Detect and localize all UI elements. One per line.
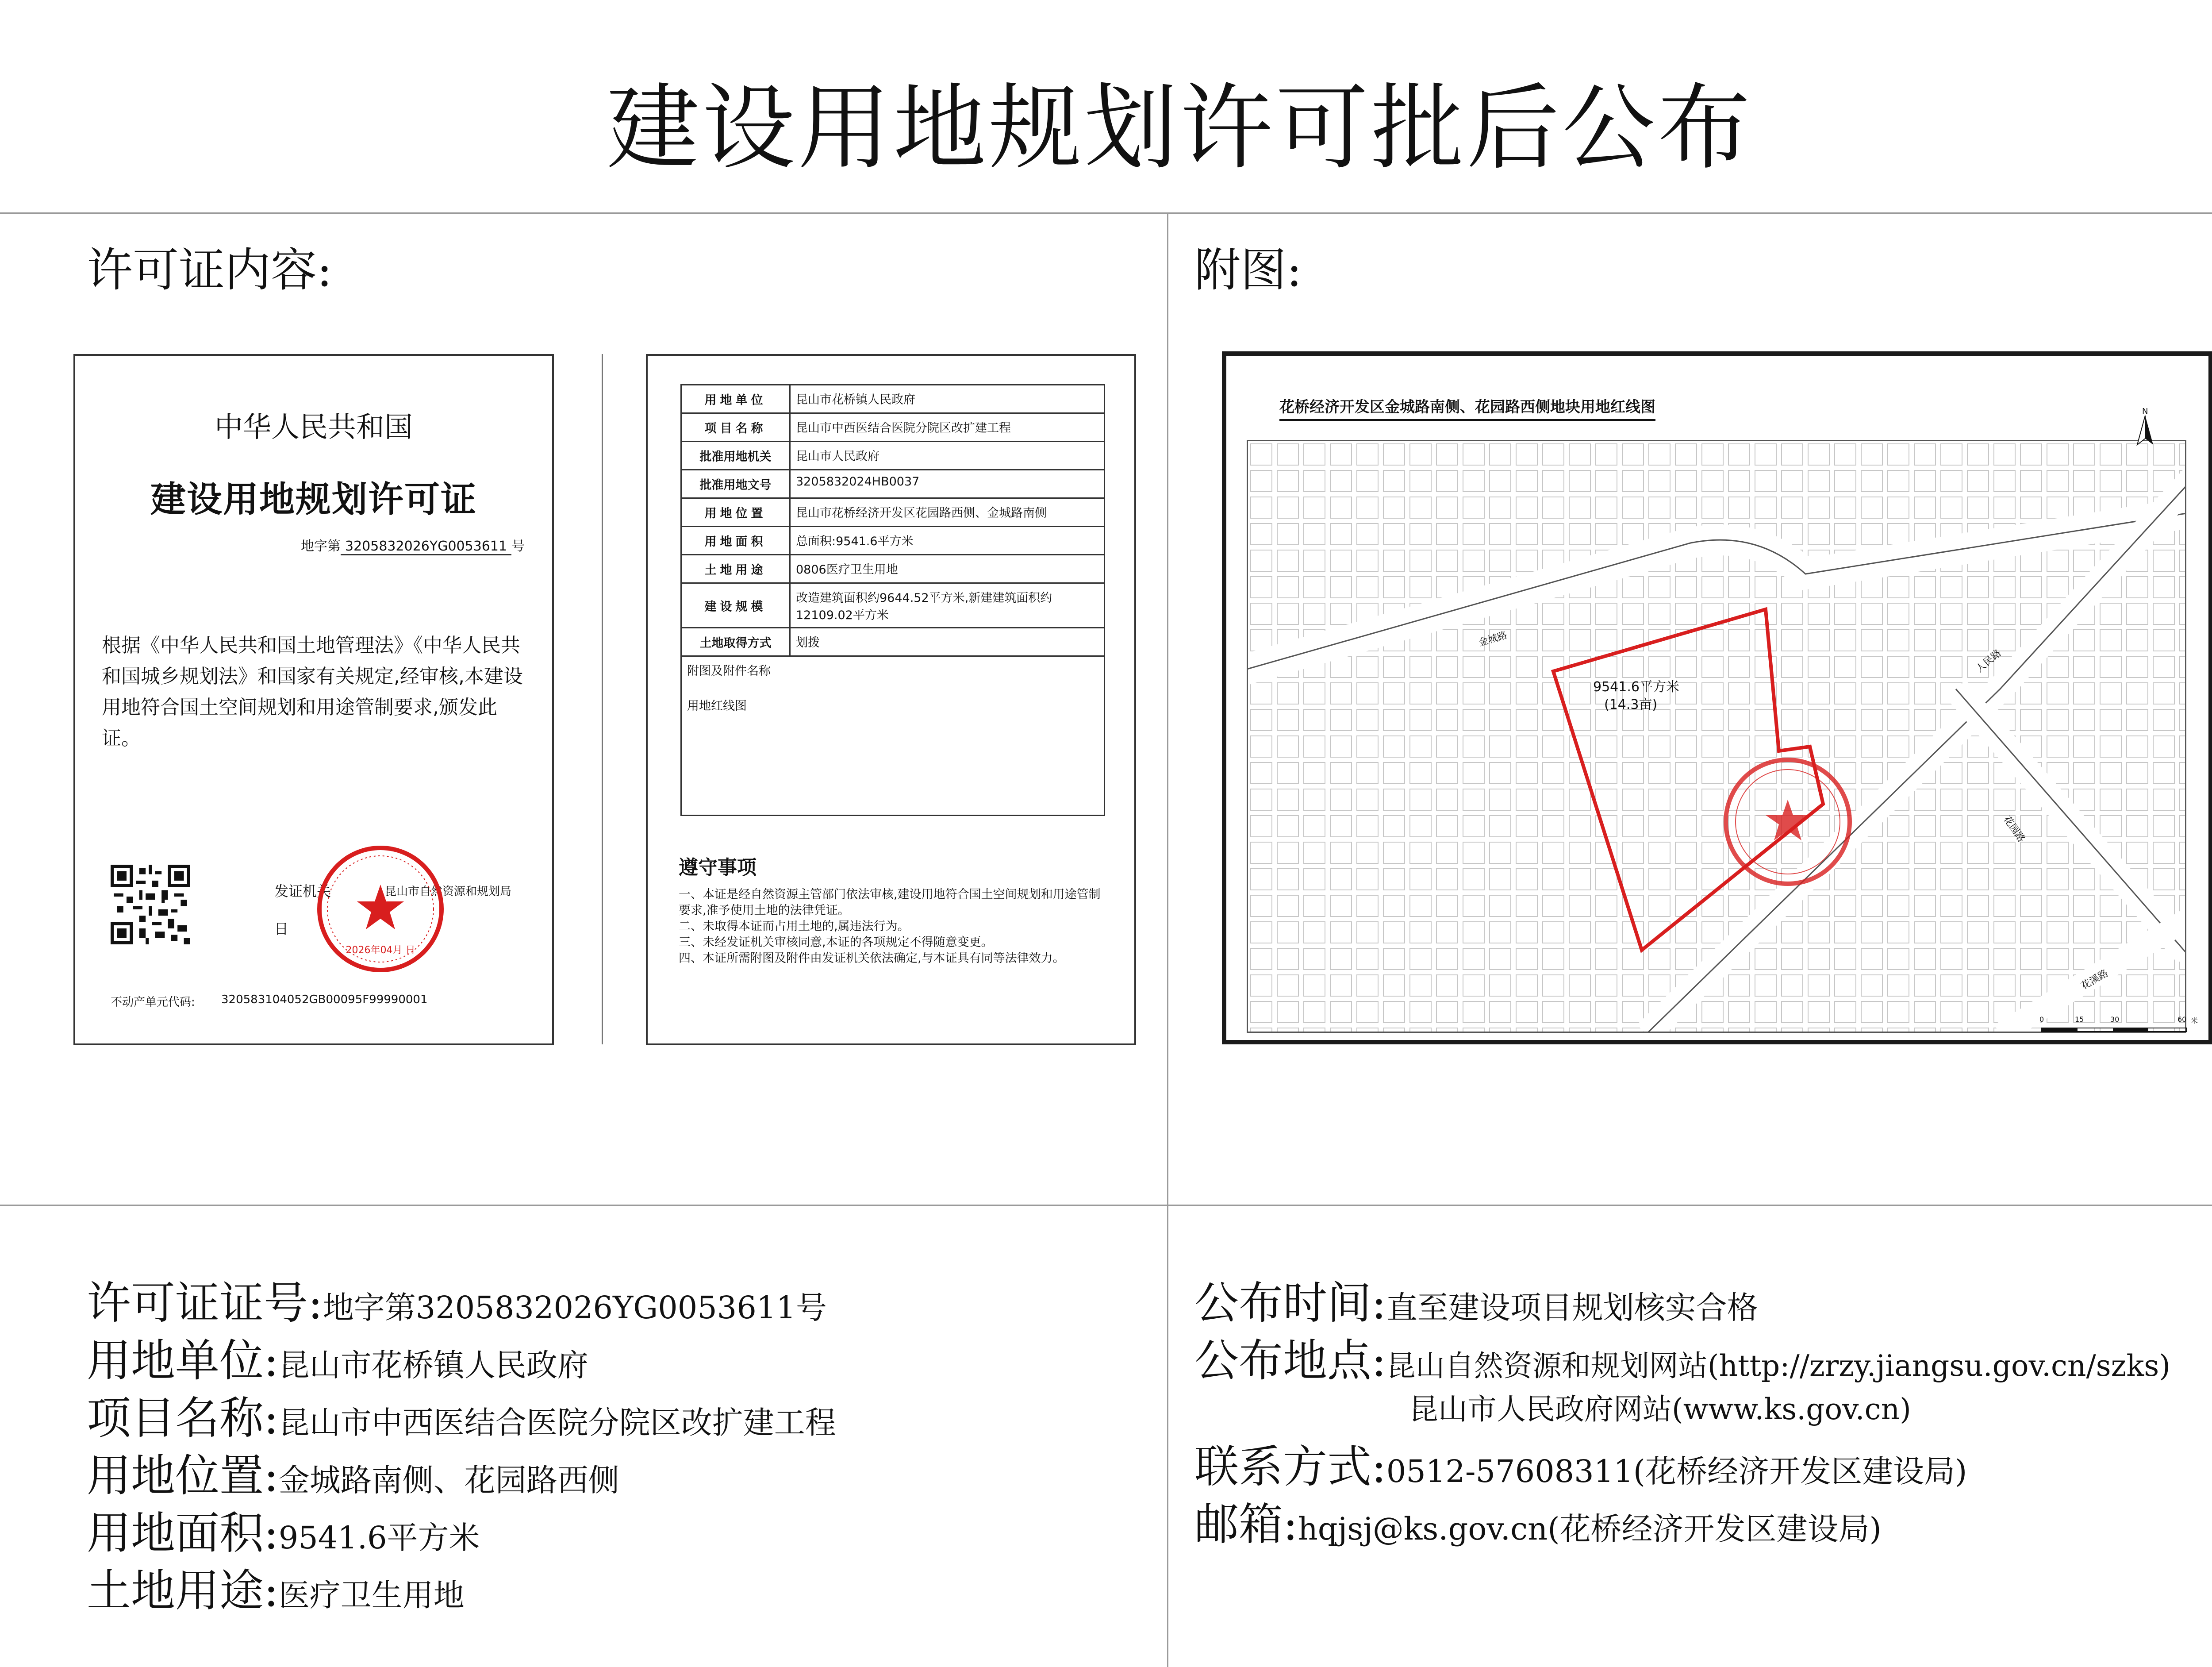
cert-table-label: 用地位置 (681, 498, 790, 527)
info-value: 金城路南侧、花园路西侧 (278, 1462, 619, 1498)
cert-table-value: 0806医疗卫生用地 (790, 555, 1105, 583)
area-label: 9541.6平方米 (1593, 679, 1679, 695)
certificate-body: 根据《中华人民共和国土地管理法》《中华人民共和国城乡规划法》和国家有关规定,经审核,本建设用地符合国土空间规划和用途管制要求,颁发此证。 (102, 634, 523, 750)
divider-middle (0, 1205, 2212, 1206)
info-value: 直至建设项目规划核实合格 (1386, 1290, 1758, 1326)
certificate-name: 建设用地规划许可证 (150, 479, 477, 520)
scale-unit: 米 (2191, 1016, 2198, 1025)
info-label: 用地位置: (87, 1450, 279, 1501)
cert-table-value: 总面积:9541.6平方米 (790, 527, 1105, 555)
cert-table-label: 土地用途 (681, 555, 790, 583)
info-value: 0512-57608311(花桥经济开发区建设局) (1386, 1453, 1967, 1490)
cert-table-value: 改造建筑面积约9644.52平方米,新建建筑面积约12109.02平方米 (790, 583, 1105, 628)
map-canvas (1247, 440, 2186, 1033)
cert-table-value: 昆山市花桥镇人民政府 (790, 385, 1105, 413)
issuer-label: 发证机关 (274, 883, 331, 900)
cert-table-label: 用地面积 (681, 527, 790, 555)
notice-list (679, 887, 1103, 966)
attachment-name: 用地红线图 (687, 699, 747, 713)
cert-table-label: 建设规模 (681, 583, 790, 628)
attachment-cell (681, 656, 1105, 816)
info-license-number (87, 1274, 827, 1336)
certificate-country: 中华人民共和国 (215, 411, 413, 444)
scale-bar (2041, 1028, 2187, 1032)
cert-table-label: 项目名称 (681, 413, 790, 442)
certificate-front (73, 354, 554, 1045)
notice-item: 三、未经发证机关审核同意,本证的各项规定不得随意变更。 (679, 936, 993, 949)
notice-item: 四、本证所需附图及附件由发证机关依法确定,与本证具有同等法律效力。 (679, 951, 1065, 965)
north-label: N (2142, 407, 2148, 416)
info-value: 医疗卫生用地 (278, 1577, 465, 1613)
cert-table-row (681, 498, 1105, 527)
certificate-number-prefix: 地字第 (301, 539, 341, 554)
info-value: 昆山市花桥镇人民政府 (278, 1347, 588, 1383)
cert-table-row (681, 442, 1105, 470)
info-value: 昆山市中西医结合医院分院区改扩建工程 (278, 1405, 836, 1441)
map-title: 花桥经济开发区金城路南侧、花园路西侧地块用地红线图 (1279, 395, 1655, 421)
cert-table-label: 批准用地文号 (681, 470, 790, 498)
scale-60: 60 (2177, 1015, 2187, 1024)
cert-table-value: 划拨 (790, 628, 1105, 656)
info-contact (1194, 1438, 1967, 1500)
road-label-jincheng: 金城路 (1477, 630, 1509, 649)
qr-code (111, 865, 190, 944)
cert-table-label: 用地单位 (681, 385, 790, 413)
cert-table-value: 昆山市花桥经济开发区花园路西侧、金城路南侧 (790, 498, 1105, 527)
info-project-name (87, 1390, 836, 1451)
info-publish-time (1194, 1274, 1758, 1336)
info-land-use (87, 1562, 465, 1624)
property-code: 320583104052GB00095F99990001 (221, 993, 428, 1006)
info-label: 联系方式: (1194, 1441, 1386, 1493)
cert-table-row (681, 555, 1105, 583)
info-email (1194, 1496, 1882, 1558)
certificate-back (646, 354, 1136, 1045)
north-arrow-icon (2135, 416, 2155, 447)
attachment-heading: 附图: (1194, 243, 1302, 297)
cert-table-label: 土地取得方式 (681, 628, 790, 656)
info-land-unit (87, 1332, 588, 1394)
map-drawing (1248, 441, 2186, 1033)
cert-table-row (681, 470, 1105, 498)
info-label: 土地用途: (87, 1565, 279, 1617)
info-label: 用地单位: (87, 1335, 279, 1386)
page-title: 建设用地规划许可批后公布 (606, 74, 1753, 182)
info-land-location (87, 1447, 619, 1509)
info-label: 项目名称: (87, 1392, 279, 1444)
road-label-renmin: 人民路 (1974, 647, 2004, 675)
cert-table-row (681, 583, 1105, 628)
info-value: 地字第3205832026YG0053611号 (323, 1290, 827, 1326)
notice-title: 遵守事项 (679, 856, 757, 879)
info-label: 许可证证号: (87, 1277, 323, 1329)
cert-table-row (681, 413, 1105, 442)
info-value: hqjsj@ks.gov.cn(花桥经济开发区建设局) (1298, 1511, 1882, 1547)
info-land-area (87, 1505, 480, 1567)
property-code-label: 不动产单元代码: (111, 996, 195, 1009)
scale-15: 15 (2075, 1015, 2084, 1024)
certificate-number-line (301, 535, 525, 554)
issuer-name: 昆山市自然资源和规划局 (385, 885, 512, 898)
map-frame (1222, 351, 2212, 1044)
info-publish-place-2 (1409, 1381, 1911, 1438)
attachment-title: 附图及附件名称 (687, 664, 771, 678)
info-value: 9541.6平方米 (278, 1520, 480, 1556)
cert-table-label: 批准用地机关 (681, 442, 790, 470)
booklet-edge (602, 354, 603, 1044)
cert-table-value: 3205832024HB0037 (790, 470, 1105, 498)
license-content-heading: 许可证内容: (87, 243, 333, 297)
certificate-table (680, 384, 1105, 816)
info-value: 昆山自然资源和规划网站(http://zrzy.jiangsu.gov.cn/szks) (1386, 1349, 2170, 1383)
scale-0: 0 (2039, 1015, 2044, 1024)
cert-table-row (681, 628, 1105, 656)
notice-item: 二、未取得本证而占用土地的,属违法行为。 (679, 920, 910, 933)
cert-table-value: 昆山市人民政府 (790, 442, 1105, 470)
info-label: 用地面积: (87, 1507, 279, 1559)
cert-table-row (681, 527, 1105, 555)
info-label: 公布地点: (1194, 1335, 1386, 1386)
cert-table-value: 昆山市中西医结合医院分院区改扩建工程 (790, 413, 1105, 442)
issue-date-label: 日 (274, 920, 289, 937)
info-label: 公布时间: (1194, 1277, 1386, 1329)
seal-date: 2026年04月 日 (346, 945, 415, 956)
certificate-number-suffix: 号 (511, 539, 525, 554)
road-label-huayuan: 花园路 (2001, 814, 2027, 844)
info-value: 昆山市人民政府网站(www.ks.gov.cn) (1409, 1392, 1911, 1426)
road-label-huaxi: 花溪路 (2079, 967, 2110, 992)
divider-vertical (1167, 212, 1168, 1667)
cert-table-row (681, 385, 1105, 413)
divider-top (0, 212, 2212, 214)
scale-30: 30 (2110, 1015, 2120, 1024)
notice-item: 一、本证是经自然资源主管部门依法审核,建设用地符合国土空间规划和用途管制要求,准予使用土地的法律凭证。 (679, 888, 1101, 917)
area-mu: (14.3亩) (1604, 697, 1658, 712)
info-label: 邮箱: (1194, 1498, 1298, 1550)
certificate-number: 3205832026YG0053611 (341, 539, 511, 555)
official-seal (314, 843, 447, 975)
